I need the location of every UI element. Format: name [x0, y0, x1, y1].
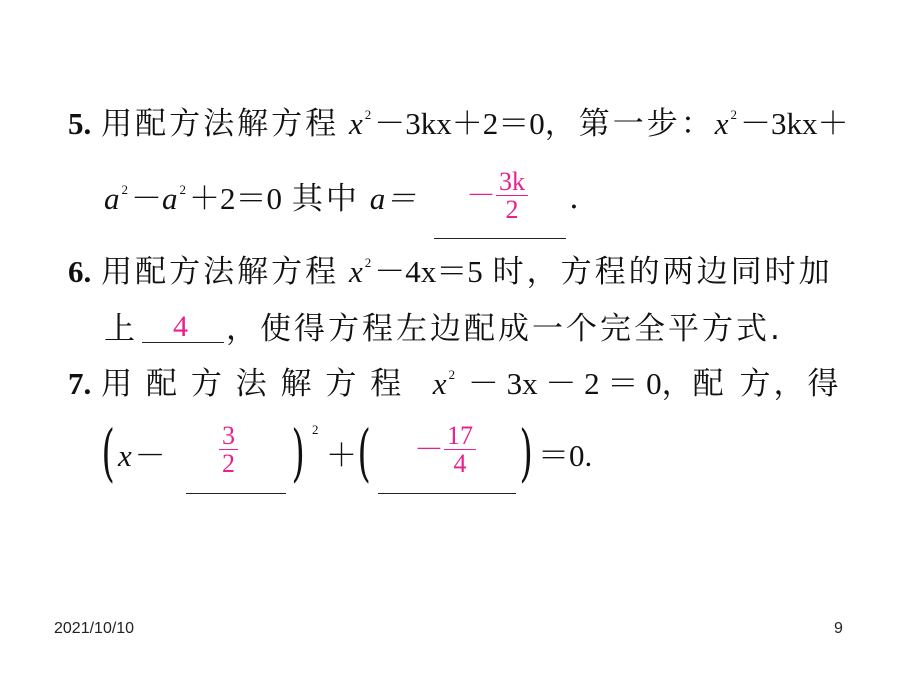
problem-5-line-2: [104, 183, 416, 215]
answer-blank-7b: [378, 493, 516, 494]
fraction-numerator: 3k: [496, 168, 528, 196]
equation-text: a＝: [369, 181, 417, 216]
problem-number: 5.: [68, 106, 92, 141]
answer-7a: [219, 422, 238, 479]
problem-text: 配 方，得: [692, 366, 842, 402]
problem-6-line-1: [68, 256, 833, 288]
problem-text: 上: [104, 311, 138, 347]
answer-sign: －: [414, 433, 444, 467]
answer-7b: [414, 422, 476, 479]
problem-text: ，第一步：: [544, 106, 715, 142]
exponent: 2: [179, 182, 186, 197]
problem-text: 用 配 方 法 解 方 程: [101, 366, 404, 402]
answer-blank-6: [142, 342, 224, 343]
answer-sign: －: [466, 179, 496, 213]
exponent: 2: [312, 422, 319, 437]
problem-text: 其中: [291, 181, 360, 217]
problem-text: 时，方程的两边同时加: [492, 254, 833, 290]
answer-fraction: [219, 422, 238, 479]
close-paren-2: ): [519, 416, 533, 489]
answer-fraction: [444, 422, 476, 479]
x-minus: [118, 440, 163, 472]
problem-5-line-1: [68, 108, 849, 140]
open-paren-2: (: [357, 416, 371, 489]
exponent: 2: [448, 367, 456, 382]
exponent: 2: [121, 182, 128, 197]
answer-blank-7a: [186, 493, 286, 494]
variable: x: [348, 106, 363, 141]
footer-date: 2021/10/10: [54, 620, 135, 637]
problem-text: 用配方法解方程: [101, 106, 340, 142]
variable: x: [714, 106, 729, 141]
close-paren: ): [291, 416, 305, 489]
equation-text: －3kx＋: [740, 106, 849, 141]
equation-text: －4x＝5: [374, 254, 483, 289]
exponent: 2: [364, 255, 372, 270]
plus-sign: ＋: [326, 438, 357, 473]
answer-fraction: [496, 168, 528, 225]
exponent: 2: [364, 107, 372, 122]
fraction-numerator: 3: [219, 422, 238, 450]
exponent: 2: [730, 107, 737, 122]
answer-6: 4: [173, 310, 188, 343]
problem-text: ，使得方程左边配成一个完全平方式.: [226, 311, 783, 347]
period: .: [569, 180, 579, 216]
problem-7-line-1: [68, 368, 842, 400]
problem-number: 7.: [68, 366, 92, 401]
page-number: 9: [834, 620, 843, 637]
variable: x: [348, 254, 363, 289]
problem-6-line-2-post: [226, 311, 783, 347]
equation-text: －3kx＋2＝0: [374, 106, 545, 141]
open-paren: (: [101, 416, 115, 489]
variable: a: [104, 181, 120, 216]
fraction-denominator: 4: [453, 449, 467, 479]
equation-text: ＋2＝0: [189, 181, 282, 216]
equation-text: x－: [118, 438, 163, 473]
fraction-denominator: 2: [505, 195, 519, 225]
equation-text: － 3x － 2 ＝ 0，: [467, 366, 693, 401]
equals-zero: ＝0.: [538, 438, 593, 473]
fraction-denominator: 2: [222, 449, 235, 479]
minus-sign: －: [131, 181, 162, 216]
answer-blank-5: [434, 238, 566, 239]
variable: a: [162, 181, 178, 216]
fraction-numerator: 17: [444, 422, 476, 450]
answer-5: [466, 168, 528, 225]
variable: x: [432, 366, 447, 401]
problem-6-line-2-pre: [104, 311, 138, 347]
problem-number: 6.: [68, 254, 92, 289]
problem-text: 用配方法解方程: [101, 254, 340, 290]
